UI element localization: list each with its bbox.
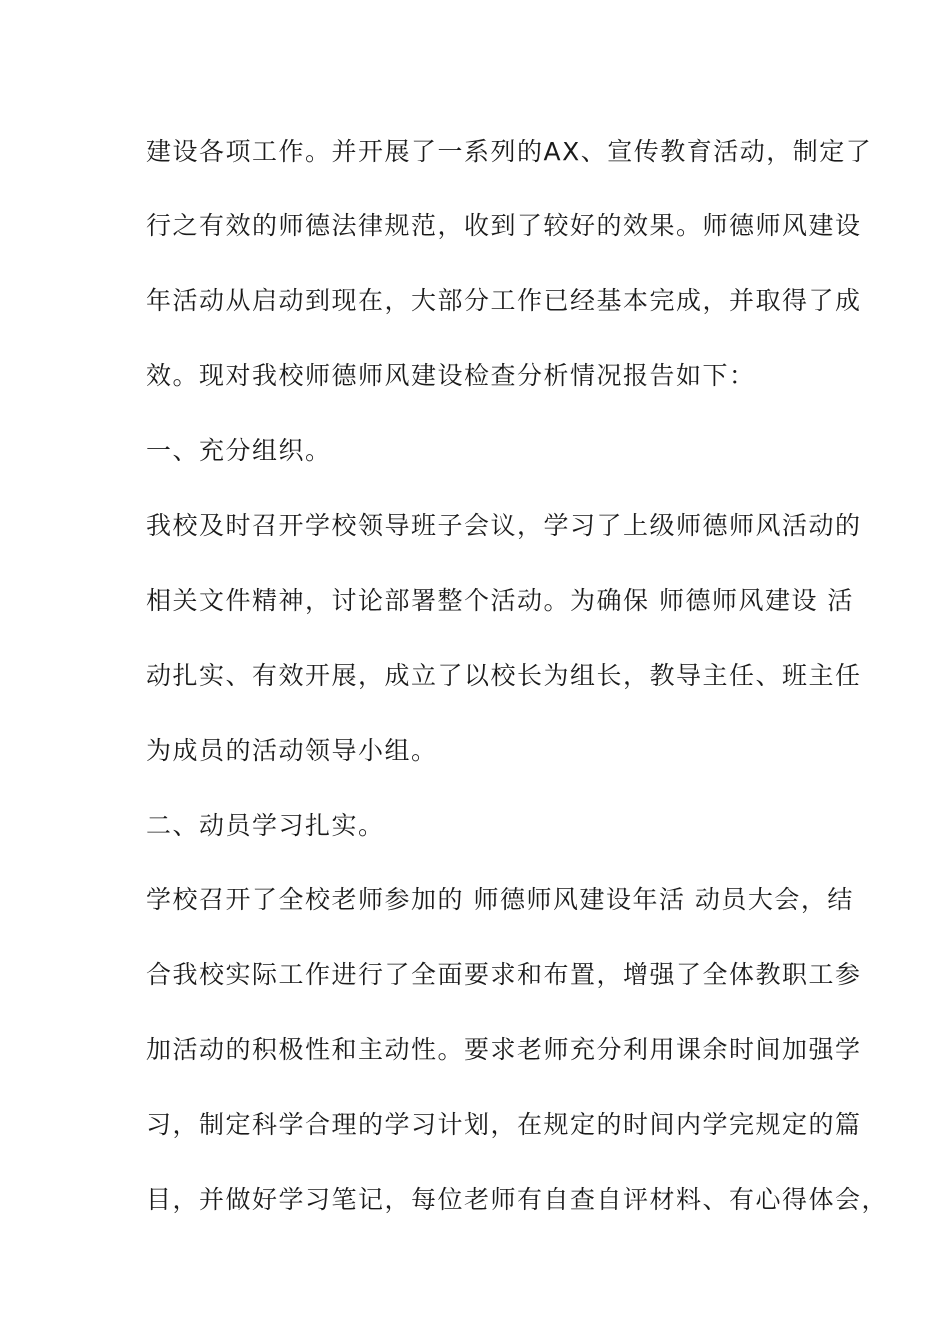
paragraph-line: 相关文件精神，讨论部署整个活动。为确保 师德师风建设 活 — [146, 586, 854, 615]
section-heading: 一、充分组织。 — [146, 436, 332, 465]
paragraph-line: 我校及时召开学校领导班子会议，学习了上级师德师风活动的 — [146, 511, 862, 540]
paragraph-line: 为成员的活动领导小组。 — [146, 736, 438, 765]
paragraph-line: 行之有效的师德法律规范，收到了较好的效果。师德师风建设 — [146, 211, 862, 240]
paragraph-line: 年活动从启动到现在，大部分工作已经基本完成，并取得了成 — [146, 286, 862, 315]
paragraph-line: 动扎实、有效开展，成立了以校长为组长，教导主任、班主任 — [146, 661, 862, 690]
paragraph-line: 目，并做好学习笔记，每位老师有自查自评材料、有心得体会， — [146, 1185, 889, 1214]
paragraph-line: 建设各项工作。并开展了一系列的ΑΧ、宣传教育活动，制定了 — [146, 137, 873, 166]
paragraph-line: 习，制定科学合理的学习计划，在规定的时间内学完规定的篇 — [146, 1110, 862, 1139]
paragraph-line: 加活动的积极性和主动性。要求老师充分利用课余时间加强学 — [146, 1035, 862, 1064]
paragraph-line: 学校召开了全校老师参加的 师德师风建设年活 动员大会，结 — [146, 885, 854, 914]
paragraph-line: 效。现对我校师德师风建设检查分析情况报告如下： — [146, 361, 756, 390]
paragraph-line: 合我校实际工作进行了全面要求和布置，增强了全体教职工参 — [146, 960, 862, 989]
section-heading: 二、动员学习扎实。 — [146, 811, 385, 840]
